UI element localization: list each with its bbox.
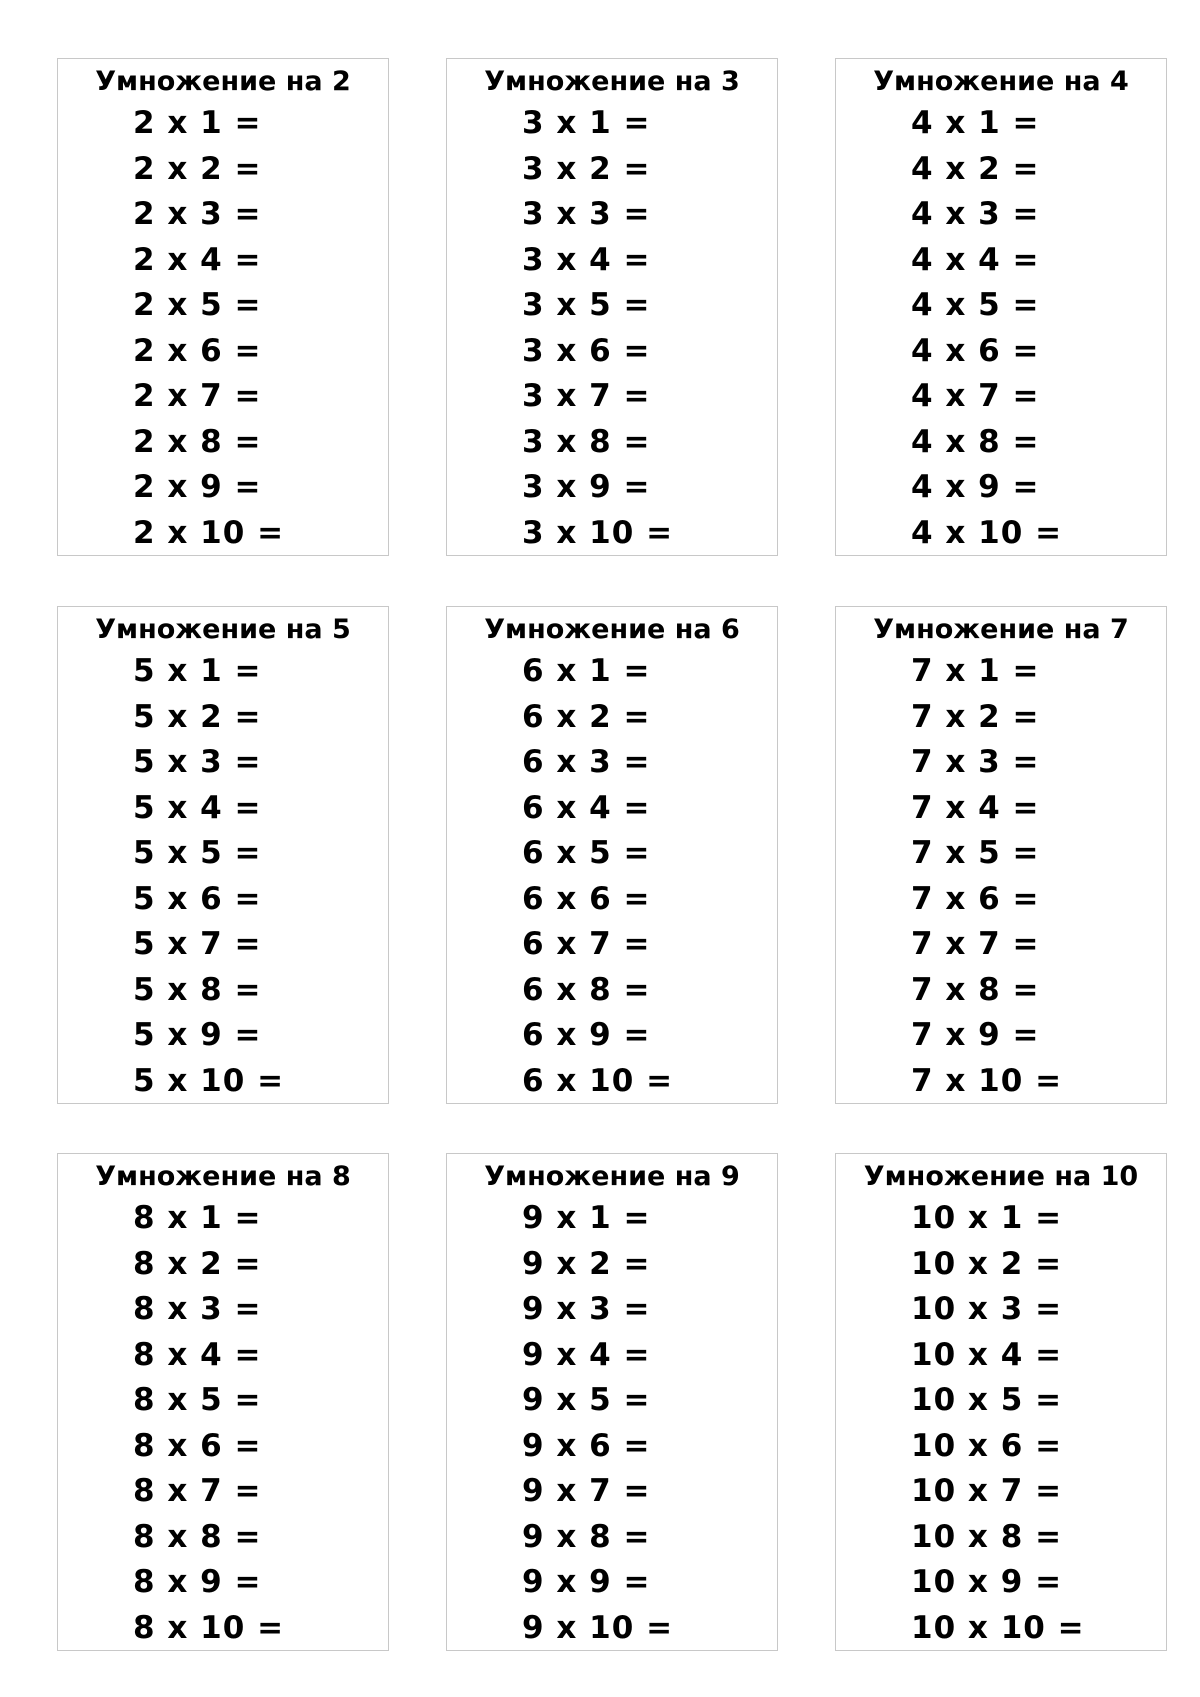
equation-list [133,1196,284,1651]
equation-row: 10 x 2 = [911,1245,1063,1282]
equation-row: 3 x 4 = [522,241,651,278]
equation-row: 9 x 2 = [522,1245,651,1282]
equation-row: 8 x 9 = [133,1564,262,1600]
equation-row: 4 x 10 = [911,514,1063,551]
equation-row: 5 x 6 = [133,880,262,917]
equation-row: 6 x 2 = [522,698,651,735]
equation-row: 10 x 8 = [911,1518,1063,1555]
equation-row: 4 x 8 = [911,423,1040,460]
equation-row: 10 x 1 = [911,1200,1063,1236]
equation-list [911,101,1062,556]
equation-row: 2 x 5 = [133,287,262,323]
equation-row: 5 x 1 = [133,653,262,689]
equation-row: 8 x 2 = [133,1245,262,1282]
equation-row: 4 x 7 = [911,378,1040,414]
equation-row: 2 x 10 = [133,514,285,551]
equation-row: 10 x 7 = [911,1473,1063,1509]
equation-row: 9 x 9 = [522,1564,651,1600]
equation-row: 7 x 5 = [911,835,1040,871]
equation-row: 8 x 4 = [133,1336,262,1373]
equation-row: 9 x 10 = [522,1609,674,1646]
equation-row: 3 x 7 = [522,378,651,414]
table-title: Умножение на 2 [95,66,351,97]
table-card-2 [57,58,389,556]
equation-row: 9 x 4 = [522,1336,651,1373]
equation-list [911,1196,1085,1651]
equation-row: 4 x 3 = [911,196,1040,232]
equation-row: 10 x 9 = [911,1564,1063,1600]
table-title: Умножение на 9 [484,1161,740,1192]
equation-row: 4 x 1 = [911,105,1040,141]
equation-row: 9 x 6 = [522,1427,651,1464]
equation-row: 3 x 1 = [522,105,651,141]
table-title: Умножение на 10 [863,1161,1139,1192]
equation-row: 4 x 6 = [911,332,1040,369]
equation-row: 5 x 10 = [133,1062,285,1099]
table-title: Умножение на 6 [484,614,740,645]
equation-row: 3 x 2 = [522,150,651,187]
equation-row: 2 x 1 = [133,105,262,141]
equation-row: 6 x 1 = [522,653,651,689]
equation-row: 4 x 9 = [911,469,1040,505]
equation-row: 9 x 1 = [522,1200,651,1236]
table-title: Умножение на 8 [95,1161,351,1192]
equation-row: 4 x 5 = [911,287,1040,323]
equation-row: 7 x 7 = [911,926,1040,962]
equation-row: 7 x 4 = [911,789,1040,826]
equation-row: 6 x 10 = [522,1062,674,1099]
equation-row: 6 x 3 = [522,744,651,780]
equation-row: 10 x 3 = [911,1291,1063,1327]
equation-row: 8 x 7 = [133,1473,262,1509]
equation-row: 5 x 7 = [133,926,262,962]
equation-row: 9 x 5 = [522,1382,651,1418]
equation-list [522,1196,673,1651]
equation-row: 6 x 9 = [522,1017,651,1053]
equation-list [133,649,284,1104]
table-card-3 [446,58,778,556]
equation-list [522,101,673,556]
equation-row: 6 x 7 = [522,926,651,962]
equation-row: 2 x 8 = [133,423,262,460]
equation-row: 10 x 6 = [911,1427,1063,1464]
equation-row: 10 x 10 = [911,1609,1085,1646]
equation-row: 3 x 9 = [522,469,651,505]
equation-row: 2 x 9 = [133,469,262,505]
equation-row: 8 x 1 = [133,1200,262,1236]
equation-row: 9 x 3 = [522,1291,651,1327]
table-card-4 [835,58,1167,556]
equation-row: 3 x 5 = [522,287,651,323]
table-title: Умножение на 7 [873,614,1129,645]
table-card-8 [57,1153,389,1651]
equation-row: 10 x 5 = [911,1382,1063,1418]
equation-row: 2 x 2 = [133,150,262,187]
equation-row: 7 x 6 = [911,880,1040,917]
equation-row: 5 x 8 = [133,971,262,1008]
equation-row: 8 x 5 = [133,1382,262,1418]
equation-row: 7 x 9 = [911,1017,1040,1053]
equation-row: 3 x 3 = [522,196,651,232]
equation-row: 5 x 4 = [133,789,262,826]
equation-row: 5 x 2 = [133,698,262,735]
table-card-7 [835,606,1167,1104]
table-card-6 [446,606,778,1104]
equation-row: 5 x 3 = [133,744,262,780]
equation-row: 6 x 6 = [522,880,651,917]
equation-row: 8 x 10 = [133,1609,285,1646]
equation-list [911,649,1062,1104]
table-title: Умножение на 5 [95,614,351,645]
equation-row: 3 x 8 = [522,423,651,460]
table-card-10 [835,1153,1167,1651]
equation-row: 8 x 6 = [133,1427,262,1464]
equation-row: 7 x 8 = [911,971,1040,1008]
table-card-5 [57,606,389,1104]
equation-row: 5 x 5 = [133,835,262,871]
equation-row: 7 x 1 = [911,653,1040,689]
equation-row: 7 x 3 = [911,744,1040,780]
equation-row: 2 x 3 = [133,196,262,232]
equation-row: 6 x 5 = [522,835,651,871]
equation-row: 3 x 10 = [522,514,674,551]
equation-row: 7 x 10 = [911,1062,1063,1099]
equation-list [133,101,284,556]
equation-row: 6 x 8 = [522,971,651,1008]
table-title: Умножение на 4 [873,66,1129,97]
equation-row: 8 x 8 = [133,1518,262,1555]
equation-row: 4 x 4 = [911,241,1040,278]
equation-row: 3 x 6 = [522,332,651,369]
equation-row: 10 x 4 = [911,1336,1063,1373]
equation-row: 8 x 3 = [133,1291,262,1327]
equation-row: 6 x 4 = [522,789,651,826]
equation-row: 2 x 7 = [133,378,262,414]
equation-row: 4 x 2 = [911,150,1040,187]
equation-row: 9 x 8 = [522,1518,651,1555]
equation-list [522,649,673,1104]
table-title: Умножение на 3 [484,66,740,97]
equation-row: 2 x 4 = [133,241,262,278]
equation-row: 2 x 6 = [133,332,262,369]
table-card-9 [446,1153,778,1651]
equation-row: 5 x 9 = [133,1017,262,1053]
equation-row: 9 x 7 = [522,1473,651,1509]
equation-row: 7 x 2 = [911,698,1040,735]
